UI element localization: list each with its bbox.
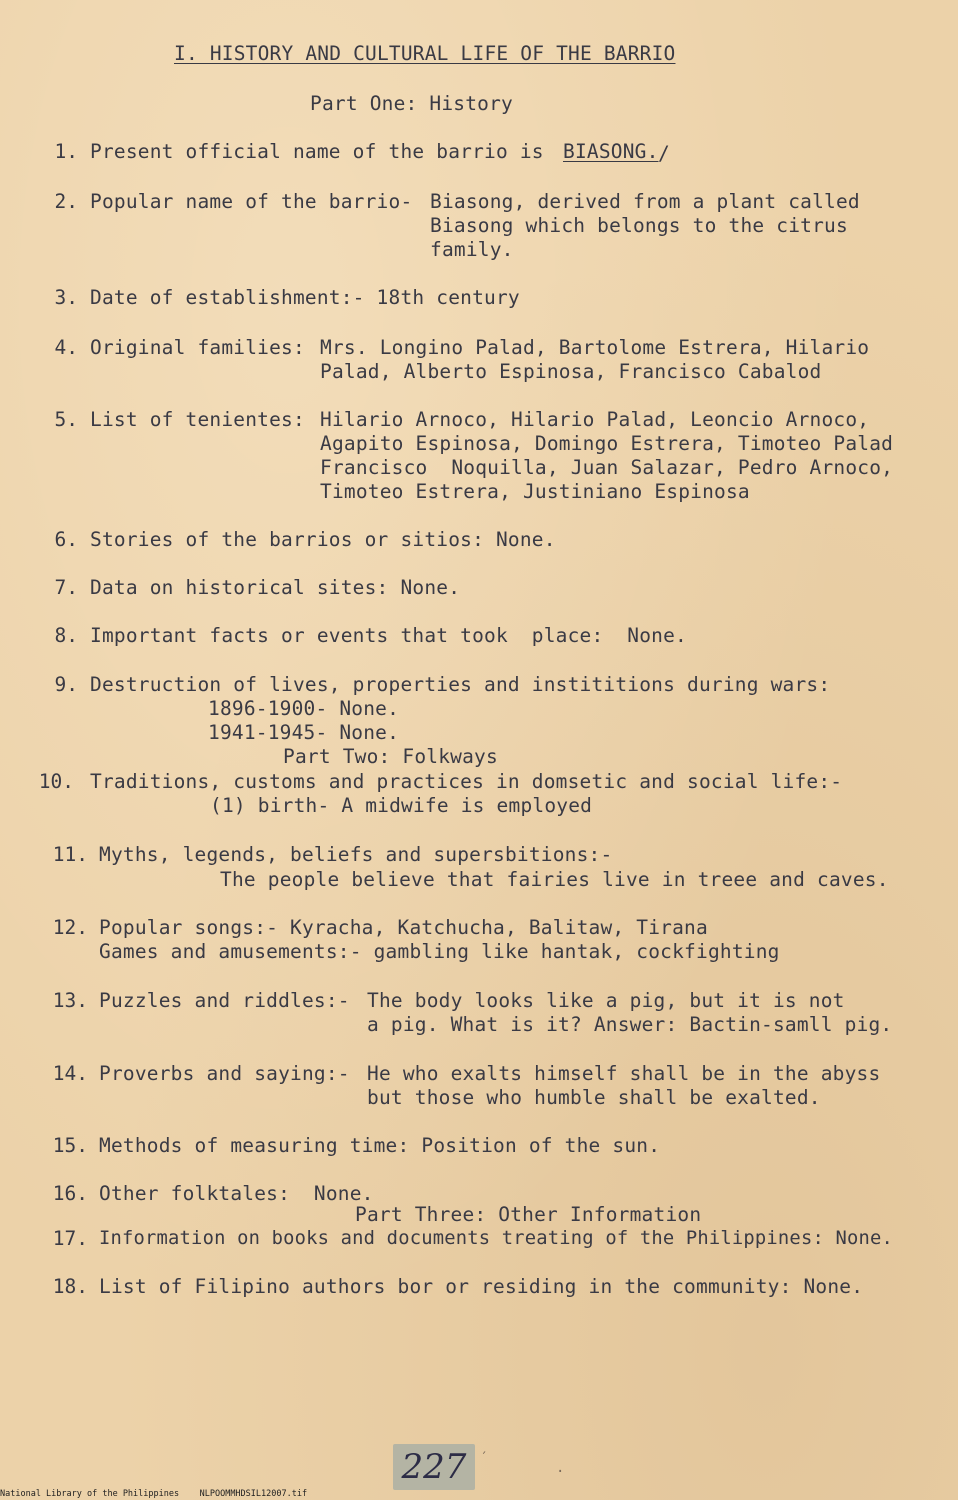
page-number-stamp: 227	[393, 1444, 475, 1490]
item-1-label: Present official name of the barrio is	[90, 140, 544, 163]
item-13-line-1: The body looks like a pig, but it is not	[367, 989, 845, 1012]
item-5-line-2: Agapito Espinosa, Domingo Estrera, Timoteo Palad	[320, 432, 894, 455]
item-9-text: Destruction of lives, properties and instititions during wars:	[90, 673, 831, 696]
item-8-text: Important facts or events that took place: None.	[90, 624, 687, 647]
item-18-number: 18.	[52, 1275, 88, 1298]
item-5-line-4: Timoteo Estrera, Justiniano Espinosa	[320, 480, 750, 503]
scan-footer	[0, 1488, 307, 1500]
item-14-label: Proverbs and saying:-	[99, 1062, 350, 1085]
item-16-text: Other folktales: None.	[99, 1182, 374, 1205]
item-11-text: Myths, legends, beliefs and supersbitions:-	[99, 843, 613, 866]
item-12-text: Popular songs:- Kyracha, Katchucha, Balitaw, Tirana	[99, 916, 708, 939]
item-3-text: Date of establishment:- 18th century	[90, 286, 520, 309]
item-14-line-2: but those who humble shall be exalted.	[367, 1086, 821, 1109]
item-9-line-2: 1941-1945- None.	[208, 721, 400, 744]
item-4-line-1: Mrs. Longino Palad, Bartolome Estrera, Hilario	[320, 336, 870, 359]
item-14-line-1: He who exalts himself shall be in the abyss	[367, 1062, 881, 1085]
item-4-number: 4.	[54, 336, 78, 359]
item-13-label: Puzzles and riddles:-	[99, 989, 350, 1012]
pencil-mark: ′	[480, 1450, 489, 1466]
part-two-heading: Part Two: Folkways	[283, 745, 498, 768]
item-6-number: 6.	[54, 528, 78, 551]
item-9-number: 9.	[54, 673, 78, 696]
item-5-number: 5.	[54, 408, 78, 431]
document-title: I. HISTORY AND CULTURAL LIFE OF THE BARRIO	[174, 42, 676, 65]
item-1-number: 1.	[54, 140, 78, 163]
item-17-text: Information on books and documents treating of the Philippines: None.	[99, 1228, 894, 1249]
item-16-number: 16.	[52, 1182, 88, 1205]
item-18-text: List of Filipino authors bor or residing in the community: None.	[99, 1275, 864, 1298]
item-2-line-1: Biasong, derived from a plant called	[430, 190, 860, 213]
footer-library: National Library of the Philippines	[0, 1489, 180, 1499]
item-15-number: 15.	[52, 1134, 88, 1157]
part-three-heading: Part Three: Other Information	[355, 1203, 702, 1226]
item-14-number: 14.	[52, 1062, 88, 1085]
item-10-sub: (1) birth- A midwife is employed	[210, 794, 593, 817]
item-5-line-3: Francisco Noquilla, Juan Salazar, Pedro Arnoco,	[320, 456, 894, 479]
item-7-text: Data on historical sites: None.	[90, 576, 461, 599]
item-11-number: 11.	[52, 843, 88, 866]
item-2-line-3: family.	[430, 238, 514, 261]
pencil-dot: ·	[556, 1464, 565, 1480]
item-1-value: BIASONG.	[563, 140, 659, 163]
item-1-tail: /	[658, 142, 670, 165]
item-4-line-2: Palad, Alberto Espinosa, Francisco Cabalod	[320, 360, 822, 383]
item-11-sub: The people believe that fairies live in treee and caves.	[220, 868, 889, 891]
item-13-line-2: a pig. What is it? Answer: Bactin-samll pig.	[367, 1013, 893, 1036]
item-2-line-2: Biasong which belongs to the citrus	[430, 214, 848, 237]
item-2-number: 2.	[54, 190, 78, 213]
item-3-number: 3.	[54, 286, 78, 309]
item-15-text: Methods of measuring time: Position of the sun.	[99, 1134, 661, 1157]
item-8-number: 8.	[54, 624, 78, 647]
item-5-line-1: Hilario Arnoco, Hilario Palad, Leoncio Arnoco,	[320, 408, 870, 431]
item-6-text: Stories of the barrios or sitios: None.	[90, 528, 556, 551]
item-7-number: 7.	[54, 576, 78, 599]
item-2-label: Popular name of the barrio-	[90, 190, 413, 213]
item-10-text: Traditions, customs and practices in domsetic and social life:-	[90, 770, 843, 793]
item-4-label: Original families:	[90, 336, 305, 359]
item-9-line-1: 1896-1900- None.	[208, 697, 400, 720]
item-10-number: 10.	[38, 770, 74, 793]
part-one-heading: Part One: History	[310, 92, 513, 115]
footer-file: NLPOOMMHDSIL12007.tif	[199, 1489, 308, 1499]
item-5-label: List of tenientes:	[90, 408, 305, 431]
item-17-number: 17.	[52, 1227, 88, 1250]
item-12-number: 12.	[52, 916, 88, 939]
item-13-number: 13.	[52, 989, 88, 1012]
item-12-sub: Games and amusements:- gambling like hantak, cockfighting	[99, 940, 780, 963]
